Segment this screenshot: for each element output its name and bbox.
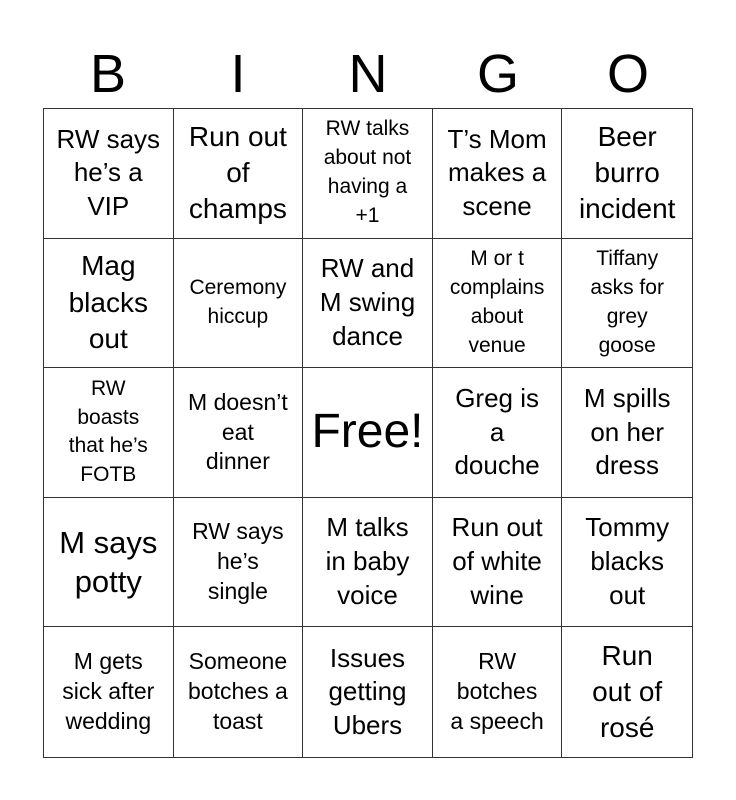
cell-text: Run out of white wine <box>451 512 543 610</box>
bingo-cell[interactable] <box>174 109 304 239</box>
free-space-text: Free! <box>311 405 424 459</box>
cell-text: RW says he’s single <box>192 518 284 605</box>
bingo-cell[interactable] <box>433 498 563 628</box>
bingo-cell[interactable] <box>562 239 692 369</box>
cell-text: M gets sick after wedding <box>62 648 155 735</box>
bingo-cell[interactable] <box>303 498 433 628</box>
cell-text: RW boasts that he’s FOTB <box>68 376 148 487</box>
cell-text: Issues getting Ubers <box>328 642 407 741</box>
bingo-cell[interactable] <box>433 239 563 369</box>
header-letter-b: B <box>89 44 127 104</box>
bingo-cell[interactable] <box>44 627 174 757</box>
cell-text: M talks in baby voice <box>325 512 410 610</box>
bingo-cell[interactable] <box>174 627 304 757</box>
bingo-cell[interactable] <box>303 627 433 757</box>
bingo-cell[interactable] <box>562 109 692 239</box>
bingo-cell[interactable] <box>562 498 692 628</box>
bingo-cell[interactable] <box>44 109 174 239</box>
cell-text: Ceremony hiccup <box>189 275 287 328</box>
bingo-cell[interactable] <box>562 627 692 757</box>
cell-text: Someone botches a toast <box>188 648 288 735</box>
cell-text: Greg is a douche <box>454 382 540 481</box>
bingo-cell[interactable] <box>174 239 304 369</box>
cell-text: RW botches a speech <box>450 648 544 735</box>
header-letter-g: G <box>476 44 519 104</box>
cell-text: Tommy blacks out <box>585 512 670 610</box>
cell-text: M says potty <box>59 525 158 600</box>
bingo-cell[interactable] <box>303 109 433 239</box>
cell-text: Beer burro incident <box>578 120 676 225</box>
bingo-board <box>43 108 693 758</box>
bingo-cell[interactable] <box>44 368 174 498</box>
header-letter-i: I <box>230 44 246 104</box>
cell-text: Mag blacks out <box>68 250 148 355</box>
bingo-cell[interactable] <box>174 498 304 628</box>
bingo-cell[interactable] <box>303 239 433 369</box>
cell-text: M or t complains about venue <box>449 246 545 357</box>
cell-text: Tiffany asks for grey goose <box>590 246 664 357</box>
bingo-cell[interactable] <box>562 368 692 498</box>
cell-text: M doesn’t eat dinner <box>188 388 288 475</box>
cell-text: RW says he’s a VIP <box>56 123 161 222</box>
header-letter-n: N <box>348 44 388 104</box>
bingo-header <box>43 40 693 108</box>
cell-text: M spills on her dress <box>583 382 671 481</box>
cell-text: T’s Mom makes a scene <box>447 123 547 222</box>
bingo-cell[interactable] <box>174 368 304 498</box>
bingo-cell[interactable] <box>433 627 563 757</box>
bingo-cell[interactable] <box>44 498 174 628</box>
free-space-cell[interactable] <box>303 368 433 498</box>
cell-text: RW and M swing dance <box>319 253 416 351</box>
cell-text: RW talks about not having a +1 <box>323 117 412 228</box>
bingo-cell[interactable] <box>433 109 563 239</box>
header-letter-o: O <box>606 44 649 104</box>
cell-text: Run out of champs <box>188 120 287 225</box>
cell-text: Run out of rosé <box>592 639 663 744</box>
bingo-cell[interactable] <box>44 239 174 369</box>
bingo-cell[interactable] <box>433 368 563 498</box>
